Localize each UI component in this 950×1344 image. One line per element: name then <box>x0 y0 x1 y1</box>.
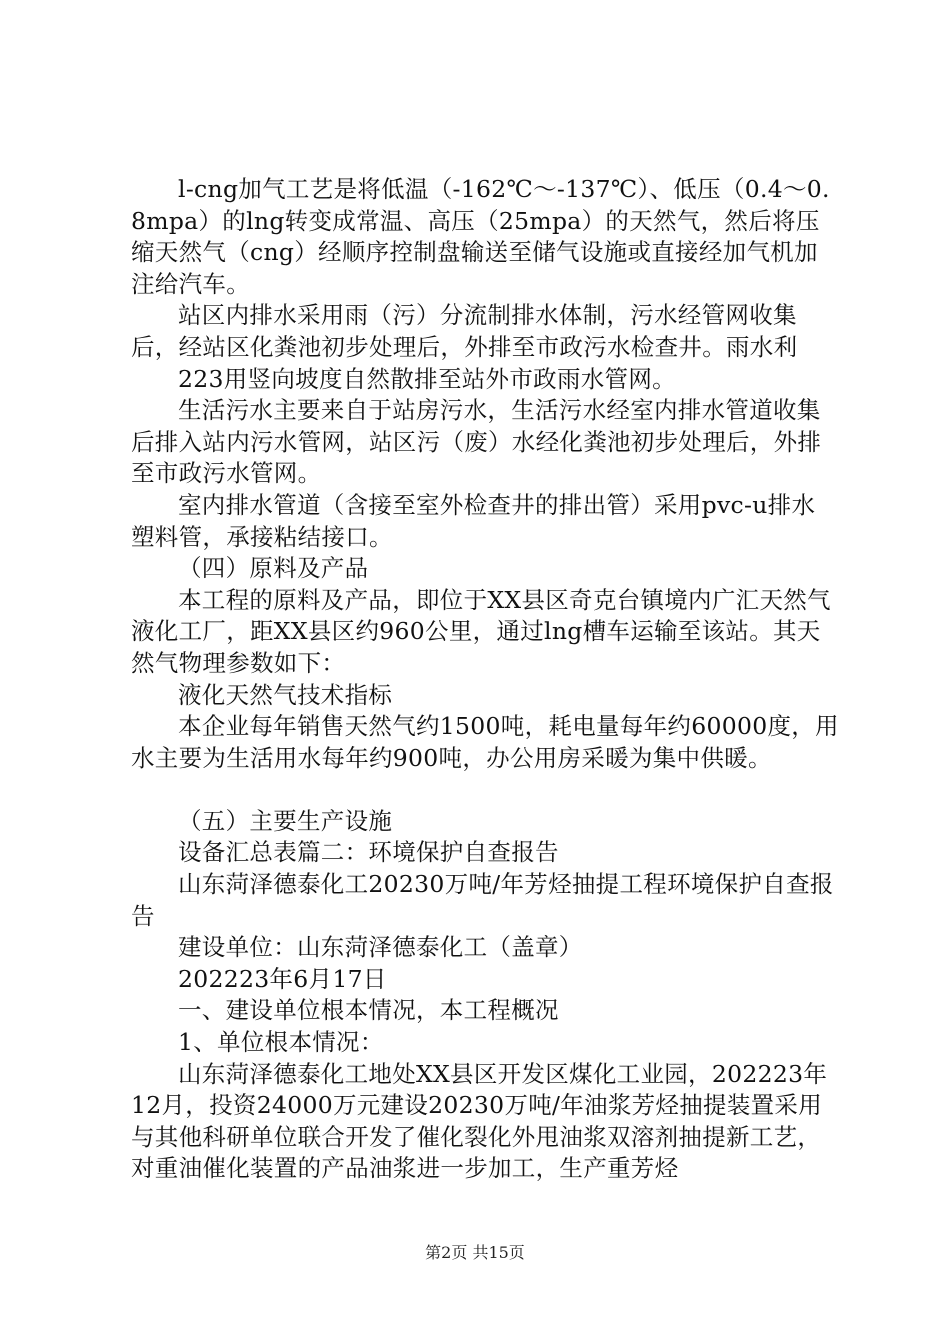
paragraph-drainage-system: 站区内排水采用雨（污）分流制排水体制，污水经管网收集后，经站区化粪池初步处理后，外排至市政污水检查井。雨水利 <box>131 301 798 361</box>
paragraph-report-title: 山东菏泽德泰化工20230万吨/年芳烃抽提工程环境保护自查报告 <box>131 870 834 930</box>
paragraph-indoor-pipes: 室内排水管道（含接至室外检查井的排出管）采用pvc-u排水塑料管，承接粘结接口。 <box>131 490 816 551</box>
paragraph-lng-spec: 液化天然气技术指标 <box>178 680 393 709</box>
paragraph-lcng-process: l-cng加气工艺是将低温（-162℃～-137℃）、低压（0.4～0.8mpa）的lng转变成常温、高压（25mpa）的天然气，然后将压缩天然气（cng）经顺序控制盘输送至储气设施或直接经加气机加注给汽车。 <box>131 175 830 298</box>
paragraph-construction-unit: 建设单位：山东菏泽德泰化工（盖章） <box>178 933 583 962</box>
page-number-footer: 第2页 共15页 <box>425 1243 525 1262</box>
paragraph-raw-materials: 本工程的原料及产品，即位于XX县区奇克台镇境内广汇天然气液化工厂，距XX县区约960公里，通过lng槽车运输至该站。其天然气物理参数如下： <box>131 585 831 677</box>
heading-equipment-summary: 设备汇总表篇二：环境保护自查报告 <box>178 838 559 867</box>
heading-raw-materials: （四）原料及产品 <box>178 554 369 583</box>
blank-line <box>131 774 839 806</box>
paragraph-annual-consumption: 本企业每年销售天然气约1500吨，耗电量每年约60000度，用水主要为生活用水每年约900吨，办公用房采暖为集中供暖。 <box>131 712 839 772</box>
heading-production-facilities: （五）主要生产设施 <box>178 806 393 835</box>
heading-unit-basic: 1、单位根本情况： <box>178 1028 384 1057</box>
paragraph-rainwater: 223用竖向坡度自然散排至站外市政雨水管网。 <box>178 364 676 393</box>
paragraph-unit-description: 山东菏泽德泰化工地处XX县区开发区煤化工业园，202223年12月，投资24000万元建设20230万吨/年油浆芳烃抽提装置采用与其他科研单位联合开发了催化裂化外甩油浆双溶剂抽提新工艺，对重油催化装置的产品油浆进一步加工，生产重芳烃 <box>131 1059 828 1183</box>
document-body <box>131 174 839 1185</box>
paragraph-report-date: 202223年6月17日 <box>178 964 387 993</box>
paragraph-domestic-sewage: 生活污水主要来自于站房污水，生活污水经室内排水管道收集后排入站内污水管网，站区污（废）水经化粪池初步处理后，外排至市政污水管网。 <box>131 396 822 488</box>
heading-unit-overview: 一、建设单位根本情况，本工程概况 <box>178 996 559 1025</box>
